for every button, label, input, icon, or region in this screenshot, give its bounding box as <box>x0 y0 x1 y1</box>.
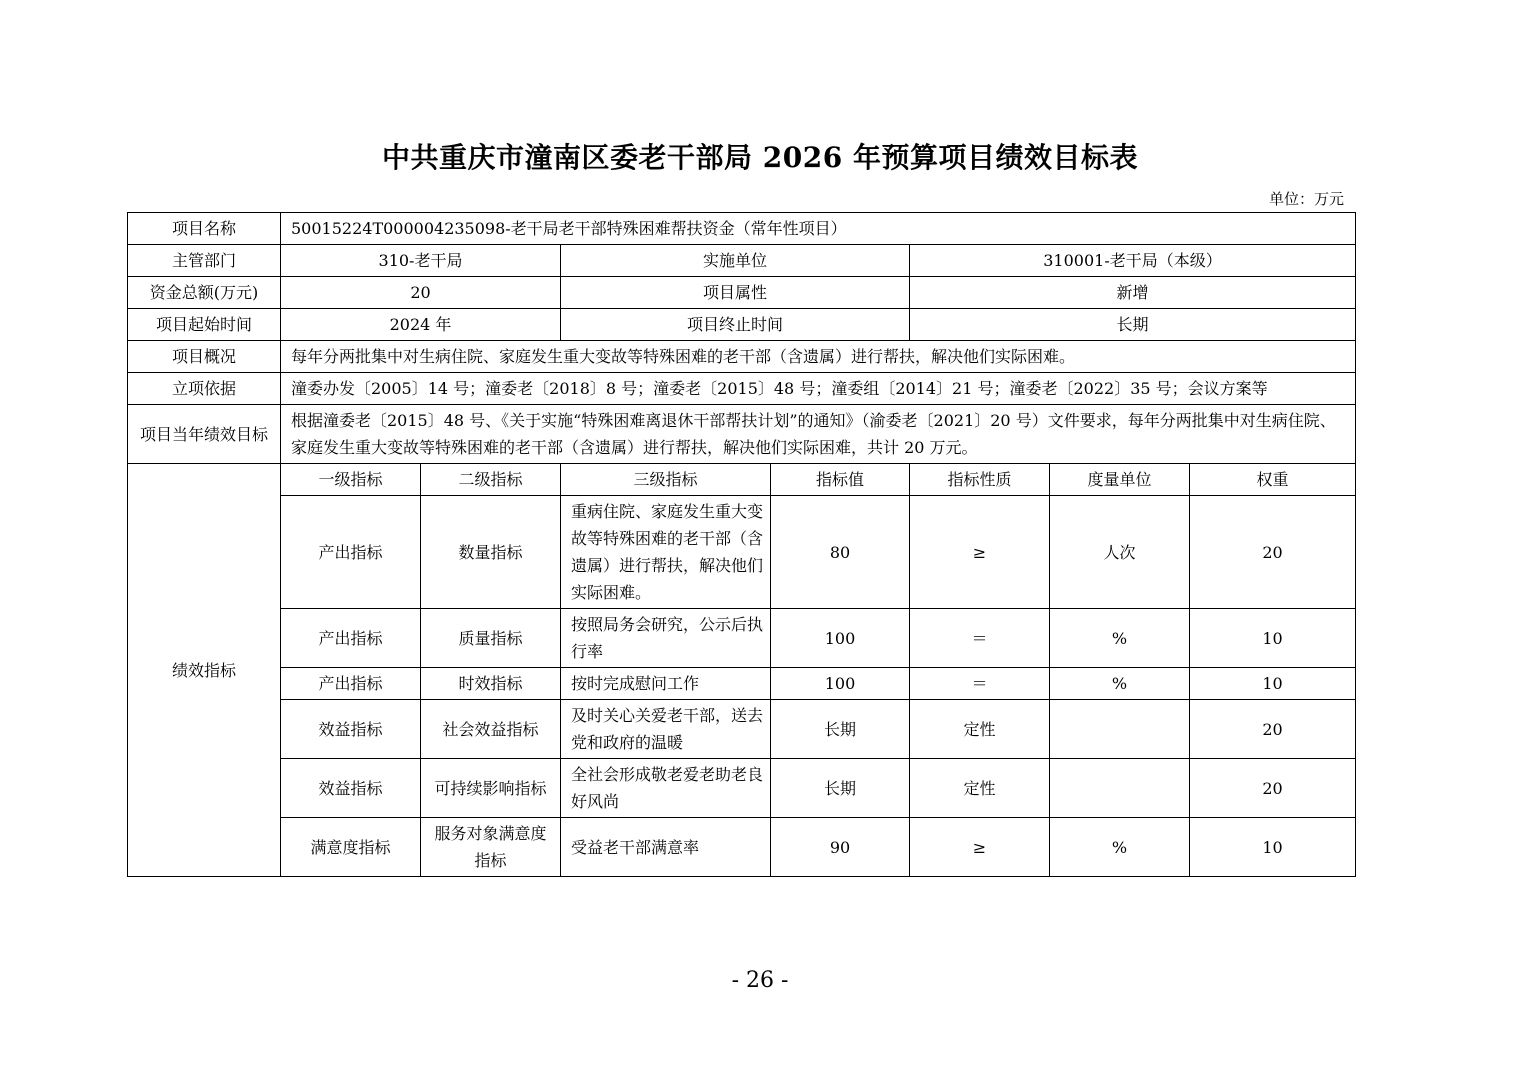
attr-value: 新增 <box>910 277 1356 309</box>
indicator-value: 长期 <box>771 759 910 818</box>
indicator-level2: 社会效益指标 <box>421 700 561 759</box>
dept-label: 主管部门 <box>128 245 281 277</box>
table-row <box>128 818 1356 877</box>
indicator-nature: ＝ <box>910 668 1050 700</box>
indicator-level3: 全社会形成敬老爱老助老良好风尚 <box>561 759 771 818</box>
header-weight: 权重 <box>1190 464 1356 496</box>
indicator-header-row <box>128 464 1356 496</box>
indicator-level2: 质量指标 <box>421 609 561 668</box>
indicator-level3: 按时完成慰问工作 <box>561 668 771 700</box>
indicator-level1: 产出指标 <box>281 609 421 668</box>
end-value: 长期 <box>910 309 1356 341</box>
row-overview <box>128 341 1356 373</box>
start-label: 项目起始时间 <box>128 309 281 341</box>
table-row <box>128 700 1356 759</box>
indicator-unit: % <box>1050 818 1190 877</box>
indicator-unit <box>1050 700 1190 759</box>
overview-value: 每年分两批集中对生病住院、家庭发生重大变故等特殊困难的老干部（含遗属）进行帮扶，解决他们实际困难。 <box>281 341 1356 373</box>
indicator-unit <box>1050 759 1190 818</box>
indicator-nature: 定性 <box>910 759 1050 818</box>
header-level3: 三级指标 <box>561 464 771 496</box>
indicator-level2: 服务对象满意度指标 <box>421 818 561 877</box>
row-time <box>128 309 1356 341</box>
indicator-level1: 产出指标 <box>281 496 421 609</box>
impl-value: 310001-老干局（本级） <box>910 245 1356 277</box>
indicator-weight: 20 <box>1190 759 1356 818</box>
indicator-level2: 可持续影响指标 <box>421 759 561 818</box>
end-label: 项目终止时间 <box>561 309 910 341</box>
row-basis <box>128 373 1356 405</box>
indicator-level1: 效益指标 <box>281 700 421 759</box>
indicator-level1: 产出指标 <box>281 668 421 700</box>
fund-value: 20 <box>281 277 561 309</box>
indicator-unit: 人次 <box>1050 496 1190 609</box>
row-fund <box>128 277 1356 309</box>
attr-label: 项目属性 <box>561 277 910 309</box>
indicator-nature: ≥ <box>910 496 1050 609</box>
indicator-level2: 数量指标 <box>421 496 561 609</box>
basis-value: 潼委办发〔2005〕14 号；潼委老〔2018〕8 号；潼委老〔2015〕48 号；潼委组〔2014〕21 号；潼委老〔2022〕35 号；会议方案等 <box>281 373 1356 405</box>
indicator-level1: 满意度指标 <box>281 818 421 877</box>
indicator-level3: 重病住院、家庭发生重大变故等特殊困难的老干部（含遗属）进行帮扶，解决他们实际困难。 <box>561 496 771 609</box>
indicator-weight: 10 <box>1190 668 1356 700</box>
indicator-value: 长期 <box>771 700 910 759</box>
indicator-unit: % <box>1050 609 1190 668</box>
indicator-nature: 定性 <box>910 700 1050 759</box>
table-row <box>128 759 1356 818</box>
indicator-weight: 10 <box>1190 818 1356 877</box>
indicator-nature: ＝ <box>910 609 1050 668</box>
indicator-value: 100 <box>771 609 910 668</box>
dept-value: 310-老干局 <box>281 245 561 277</box>
fund-label: 资金总额(万元) <box>128 277 281 309</box>
indicator-value: 90 <box>771 818 910 877</box>
table-row <box>128 609 1356 668</box>
unit-label: 单位：万元 <box>1268 190 1344 208</box>
header-unit: 度量单位 <box>1050 464 1190 496</box>
basis-label: 立项依据 <box>128 373 281 405</box>
impl-label: 实施单位 <box>561 245 910 277</box>
indicator-level3: 受益老干部满意率 <box>561 818 771 877</box>
project-name-label: 项目名称 <box>128 213 281 245</box>
indicator-section-label: 绩效指标 <box>128 464 281 877</box>
row-project-name <box>128 213 1356 245</box>
table-row <box>128 668 1356 700</box>
row-goal <box>128 405 1356 464</box>
table-row <box>128 496 1356 609</box>
header-nature: 指标性质 <box>910 464 1050 496</box>
indicator-unit: % <box>1050 668 1190 700</box>
goal-value: 根据潼委老〔2015〕48 号、《关于实施“特殊困难离退休干部帮扶计划”的通知》（渝委老〔2021〕20 号）文件要求，每年分两批集中对生病住院、家庭发生重大变故等特殊困难的老干部（含遗属）进行帮扶，解决他们实际困难，共计 20 万元。 <box>281 405 1356 464</box>
indicator-weight: 20 <box>1190 700 1356 759</box>
indicator-value: 80 <box>771 496 910 609</box>
indicator-level3: 按照局务会研究，公示后执行率 <box>561 609 771 668</box>
header-value: 指标值 <box>771 464 910 496</box>
indicator-value: 100 <box>771 668 910 700</box>
page-title: 中共重庆市潼南区委老干部局 2026 年预算项目绩效目标表 <box>382 141 1138 174</box>
indicator-level1: 效益指标 <box>281 759 421 818</box>
goal-label: 项目当年绩效目标 <box>128 405 281 464</box>
indicator-level3: 及时关心关爱老干部，送去党和政府的温暖 <box>561 700 771 759</box>
row-dept <box>128 245 1356 277</box>
header-level2: 二级指标 <box>421 464 561 496</box>
indicator-nature: ≥ <box>910 818 1050 877</box>
header-level1: 一级指标 <box>281 464 421 496</box>
indicator-weight: 20 <box>1190 496 1356 609</box>
overview-label: 项目概况 <box>128 341 281 373</box>
start-value: 2024 年 <box>281 309 561 341</box>
indicator-weight: 10 <box>1190 609 1356 668</box>
page-number: - 26 - <box>731 968 789 993</box>
project-name-value: 50015224T000004235098-老干局老干部特殊困难帮扶资金（常年性项目） <box>281 213 1356 245</box>
performance-table <box>127 212 1356 877</box>
indicator-level2: 时效指标 <box>421 668 561 700</box>
